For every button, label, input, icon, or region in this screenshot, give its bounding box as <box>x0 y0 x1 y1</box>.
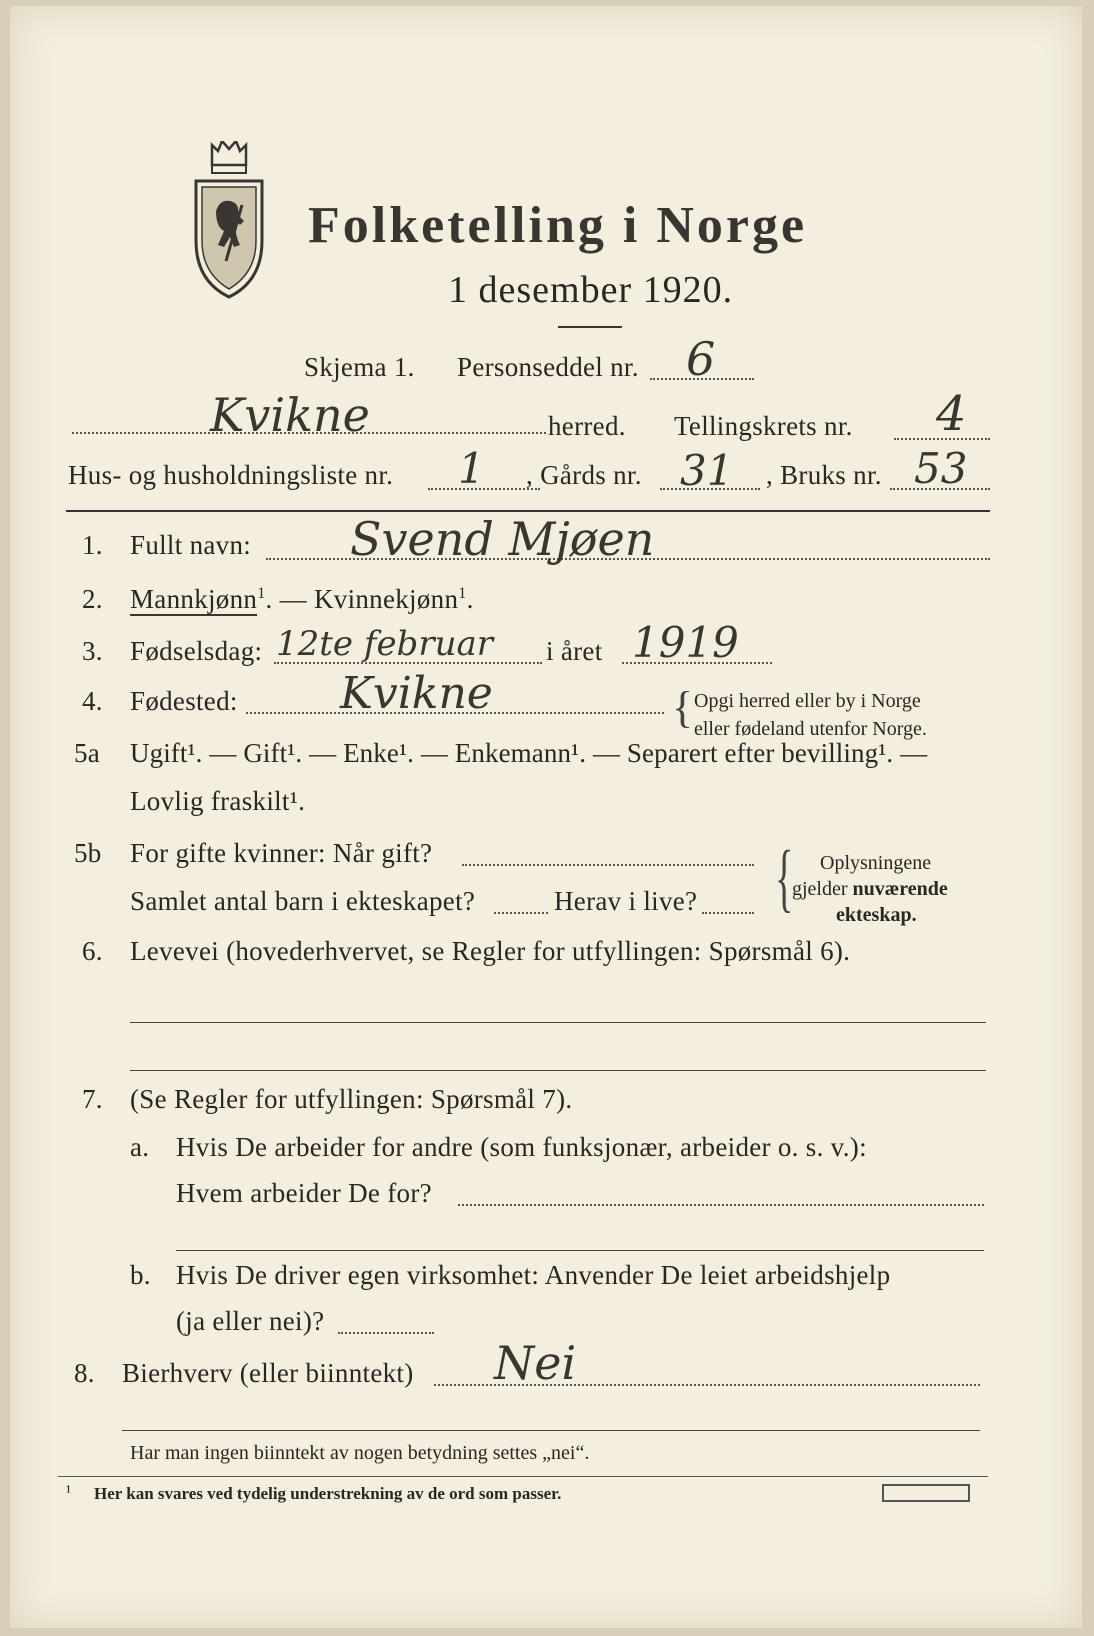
full-name-value: Svend Mjøen <box>350 512 655 566</box>
q2-sex-options <box>130 584 474 615</box>
bruks-value: 53 <box>914 444 968 493</box>
q6-line-2 <box>130 1070 986 1071</box>
bruks-label: , Bruks nr. <box>766 460 882 490</box>
q6-number: 6. <box>82 936 103 966</box>
printer-stamp <box>882 1484 970 1502</box>
side-income-value: Nei <box>494 1336 577 1390</box>
q5b-married-when-label: For gifte kvinner: Når gift? <box>130 838 433 868</box>
q7a-line-2 <box>176 1250 984 1251</box>
q5b-note-line-2 <box>792 878 948 901</box>
q4-note-line-1: Opgi herred eller by i Norge <box>694 690 921 712</box>
q5b-note-line-1: Oplysningene <box>820 852 932 874</box>
q6-label: Levevei (hovederhvervet, se Regler for utfyllingen: Spørsmål 6). <box>130 936 851 966</box>
q7b-letter: b. <box>130 1260 151 1290</box>
q7a-employer-label: Hvem arbeider De for? <box>176 1178 432 1208</box>
q8-number: 8. <box>74 1358 95 1388</box>
female-option: Kvinnekjønn <box>313 584 459 614</box>
q5b-brace: { <box>775 836 794 920</box>
personseddel-label: Personseddel nr. <box>457 352 639 382</box>
q4-number: 4. <box>82 686 103 716</box>
q4-label: Fødested: <box>130 686 238 716</box>
tellingskrets-value: 4 <box>936 386 967 442</box>
q5b-alive-line <box>702 912 754 914</box>
footnote-text: Her kan svares ved tydelig understrekning av de ord som passer. <box>94 1484 562 1503</box>
female-footnote: 1 <box>458 585 467 602</box>
q6-line-1 <box>130 1022 986 1023</box>
form-title: Folketelling i Norge <box>308 197 808 254</box>
q3-label: Fødselsdag: <box>130 636 263 666</box>
q1-label: Fullt navn: <box>130 530 252 560</box>
birthplace-value: Kvikne <box>340 668 493 719</box>
q5b-note-line-3: ekteskap. <box>836 904 917 926</box>
q7a-label: Hvis De arbeider for andre (som funksjonær, arbeider o. s. v.): <box>176 1132 867 1162</box>
q5a-marital-options-2: Lovlig fraskilt¹. <box>130 786 306 816</box>
q3-number: 3. <box>82 636 103 666</box>
footer-note: Har man ingen biinntekt av nogen betydning settes „nei“. <box>130 1442 590 1464</box>
sex-separator: . — <box>265 584 314 614</box>
q3-year-label: i året <box>546 636 603 666</box>
herred-value: Kvikne <box>210 388 370 442</box>
birth-year-value: 1919 <box>632 618 739 667</box>
q7b-label: Hvis De driver egen virksomhet: Anvender De leiet arbeidshjelp <box>176 1260 891 1290</box>
q8-label: Bierhverv (eller biinntekt) <box>122 1358 414 1388</box>
gards-value: 31 <box>680 446 734 495</box>
q5b-children-line <box>494 912 548 914</box>
male-footnote: 1 <box>257 585 266 602</box>
q5a-marital-options: Ugift¹. — Gift¹. — Enke¹. — Enkemann¹. — Separert efter bevilling¹. — <box>130 738 928 768</box>
birth-day-value: 12te februar <box>276 624 493 664</box>
male-option: Mannkjønn <box>130 584 258 614</box>
personseddel-value: 6 <box>686 332 716 386</box>
q7b-line <box>338 1332 434 1334</box>
q5b-note-current: nuværende <box>852 878 948 900</box>
q7b-hired-help-label: (ja eller nei)? <box>176 1306 325 1336</box>
gards-label: , Gårds nr. <box>526 460 642 490</box>
q7-number: 7. <box>82 1084 103 1114</box>
footnote-mark: ¹ <box>66 1482 72 1501</box>
q5b-alive-label: Herav i live? <box>554 886 698 916</box>
schema-label: Skjema 1. <box>304 352 415 382</box>
q5b-married-when-line <box>462 864 754 866</box>
q4-note-line-2: eller fødeland utenfor Norge. <box>694 718 927 740</box>
hus-value: 1 <box>458 444 485 493</box>
q5b-number: 5b <box>74 838 102 868</box>
census-form-page <box>10 6 1082 1628</box>
q5b-children-label: Samlet antal barn i ekteskapet? <box>130 886 476 916</box>
herred-label: herred. <box>548 411 626 441</box>
norwegian-coat-of-arms-icon <box>190 141 268 306</box>
q7a-employer-line <box>458 1204 984 1206</box>
q8-line-2 <box>122 1430 980 1431</box>
q2-number: 2. <box>82 584 103 614</box>
tellingskrets-label: Tellingskrets nr. <box>674 411 853 441</box>
q5a-number: 5a <box>74 738 101 768</box>
census-date: 1 desember 1920. <box>448 269 734 311</box>
title-divider <box>558 326 622 328</box>
sex-end: . <box>466 584 474 614</box>
q7a-letter: a. <box>130 1132 150 1162</box>
q5b-note-gjelder: gjelder <box>792 878 848 900</box>
hus-label: Hus- og husholdningsliste nr. <box>68 460 394 490</box>
q4-brace: { <box>672 683 694 732</box>
q7-label: (Se Regler for utfyllingen: Spørsmål 7). <box>130 1084 573 1114</box>
footnote-separator <box>58 1476 988 1477</box>
q1-number: 1. <box>82 530 103 560</box>
